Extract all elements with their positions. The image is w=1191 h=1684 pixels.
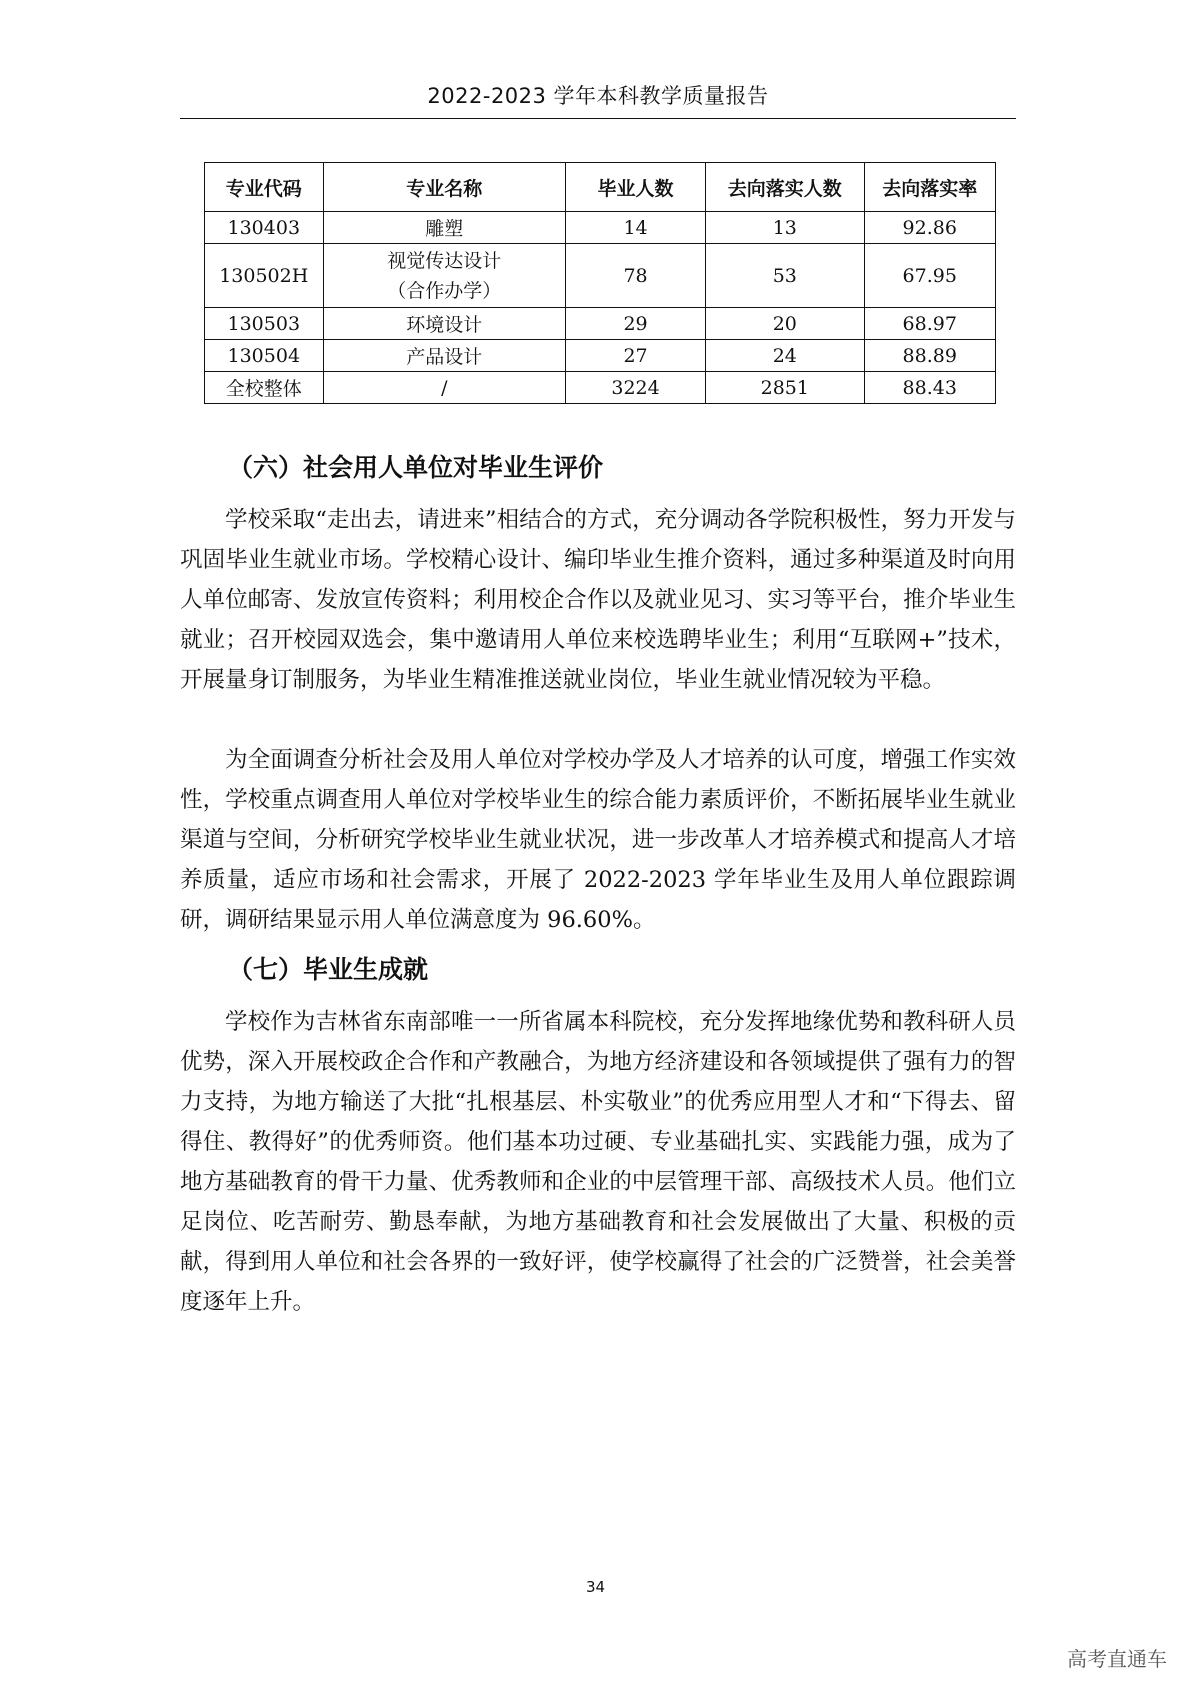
cell-code: 130503 (205, 308, 324, 340)
cell-placed: 53 (706, 244, 864, 308)
table-row (205, 308, 996, 340)
section6-heading: （六）社会用人单位对毕业生评价 (228, 453, 604, 482)
cell-rate: 92.86 (864, 212, 996, 244)
cell-placed: 20 (706, 308, 864, 340)
table-row-total (205, 372, 996, 404)
cell-graduates: 3224 (566, 372, 706, 404)
table-row (205, 212, 996, 244)
cell-name: 产品设计 (323, 340, 565, 372)
cell-code: 130403 (205, 212, 324, 244)
table-row (205, 244, 996, 308)
cell-graduates: 78 (566, 244, 706, 308)
section7-heading: （七）毕业生成就 (228, 955, 429, 984)
section6-paragraph-2: 为全面调查分析社会及用人单位对学校办学及人才培养的认可度，增强工作实效性，学校重点调查用人单位对学校毕业生的综合能力素质评价，不断拓展毕业生就业渠道与空间，分析研究学校毕业生就业状况，进一步改革人才培养模式和提高人才培养质量，适应市场和社会需求，开展了 2022-2023 学年毕业生及用人单位跟踪调研，调研结果显示用人单位满意度为 96.60%。 (180, 747, 1016, 933)
cell-name: 雕塑 (323, 212, 565, 244)
cell-graduates: 27 (566, 340, 706, 372)
cell-placed: 13 (706, 212, 864, 244)
cell-name: 环境设计 (323, 308, 565, 340)
cell-name-line2: （合作办学） (387, 279, 502, 302)
col-header-graduates: 毕业人数 (566, 163, 706, 212)
cell-code: 130502H (205, 244, 324, 308)
cell-name-line1: 视觉传达设计 (387, 249, 502, 272)
employment-table (204, 162, 996, 404)
cell-rate: 67.95 (864, 244, 996, 308)
header-rule (180, 118, 1016, 119)
cell-rate: 88.43 (864, 372, 996, 404)
cell-code: 全校整体 (205, 372, 324, 404)
cell-name (323, 244, 565, 308)
cell-rate: 68.97 (864, 308, 996, 340)
cell-graduates: 29 (566, 308, 706, 340)
section6-paragraph-1: 学校采取“走出去，请进来”相结合的方式，充分调动各学院积极性，努力开发与巩固毕业生就业市场。学校精心设计、编印毕业生推介资料，通过多种渠道及时向用人单位邮寄、发放宣传资料；利用校企合作以及就业见习、实习等平台，推介毕业生就业；召开校园双选会，集中邀请用人单位来校选聘毕业生；利用“互联网+”技术，开展量身订制服务，为毕业生精准推送就业岗位，毕业生就业情况较为平稳。 (180, 507, 1016, 693)
cell-name: / (323, 372, 565, 404)
table-header-row (205, 163, 996, 212)
col-header-rate: 去向落实率 (864, 163, 996, 212)
cell-code: 130504 (205, 340, 324, 372)
col-header-code: 专业代码 (205, 163, 324, 212)
page-number: 34 (585, 1578, 606, 1596)
cell-placed: 24 (706, 340, 864, 372)
col-header-name: 专业名称 (323, 163, 565, 212)
section7-paragraph-1: 学校作为吉林省东南部唯一一所省属本科院校，充分发挥地缘优势和教科研人员优势，深入开展校政企合作和产教融合，为地方经济建设和各领域提供了强有力的智力支持，为地方输送了大批“扎根基层、朴实敬业”的优秀应用型人才和“下得去、留得住、教得好”的优秀师资。他们基本功过硬、专业基础扎实、实践能力强，成为了地方基础教育的骨干力量、优秀教师和企业的中层管理干部、高级技术人员。他们立足岗位、吃苦耐劳、勤恳奉献，为地方基础教育和社会发展做出了大量、积极的贡献，得到用人单位和社会各界的一致好评，使学校赢得了社会的广泛赞誉，社会美誉度逐年上升。 (180, 1009, 1016, 1315)
cell-graduates: 14 (566, 212, 706, 244)
report-header-title: 2022-2023 学年本科教学质量报告 (427, 84, 769, 108)
col-header-placed: 去向落实人数 (706, 163, 864, 212)
cell-placed: 2851 (706, 372, 864, 404)
cell-rate: 88.89 (864, 340, 996, 372)
watermark: 高考直通车 (1067, 1647, 1167, 1671)
table-row (205, 340, 996, 372)
